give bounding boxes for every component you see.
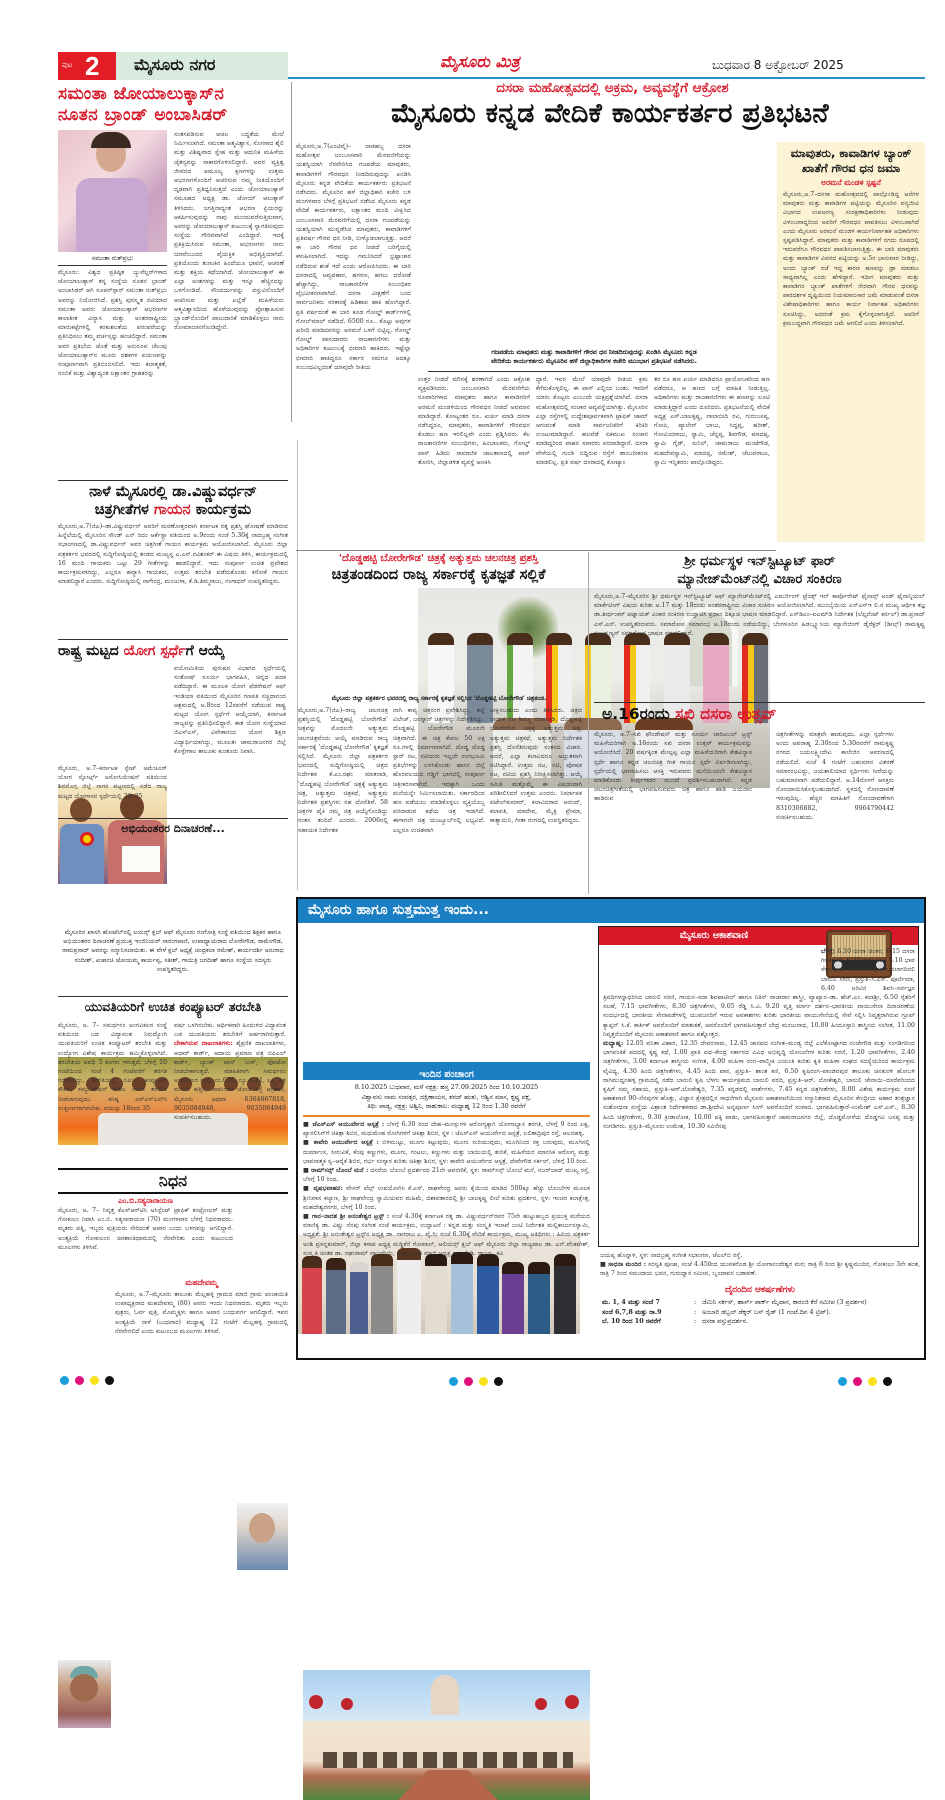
portrait-face xyxy=(249,1513,275,1543)
sakhi-headline: ಅ.16ರಂದು ಸಖಿ ದಸರಾ ಉತ್ಸವ್ xyxy=(602,705,777,723)
computer-headline: ಯುವತಿಯರಿಗೆ ಉಚಿತ ಕಂಪ್ಯೂಟರ್ ತರಬೇತಿ xyxy=(84,999,262,1014)
lead-body-col4: ತರ ರೂ ಹಣ ಖರ್ಚು ಮಾಡಿದರೂ ಪ್ರಾಯೋಜಕರಿಂದ ಹಣ ಪಡೆದರೂ, ಆ ಹಣದ ಬಗ್ಗೆ ಮಾಹಿತಿ ನೀಡುತ್ತಿಲ್ಲ. ಅಧಿಕಾರಿಗಳು ಮತ್ತು ರಾಜಕಾರಣಿಗಳು ಈ ಹಣವನ್ನು ಲೂಟಿ ಮಾಡುತ್ತಿದ್ದಾರೆ ಎಂದು ದೂರಿದರು. ಪ್ರತಿಭಟನೆಯಲ್ಲಿ ವೇದಿಕೆ ಅಧ್ಯಕ್ಷ ಎಸ್.ಬಾಲಕೃಷ್ಣ, ನಾಲಾಬೀದಿ ರವಿ, ಗುರುಬಸಪ್ಪ, ಗೋಪಿ, ಪ್ಯಾಲೇಸ್ ಬಾಬು, ಸಿದ್ದಪ್ಪ, ಹರೀಶ್, ಗೋವಿಂದರಾಜು, ಸ್ವಾಮಿ, ಚೆನ್ನಪ್ಪ, ಶಿವಗೌಡ, ಮಾದಪ್ಪ, ಸ್ವಾಮಿ ಗೈಡ್, ಸುನಿಲ್, ಚಾಮರಾಜು ಮಂಟೆಗೌಡ, ಮಹದೇವಸ್ವಾಮಿ, ಮಾದಪ್ಪ, ರಮೇಶ್, ಚೆಲುವರಾಜು, ಸ್ವಾಮಿ ಇನ್ನಿತರರು ಪಾಲ್ಗೊಂಡಿದ್ದರು. xyxy=(654,376,770,466)
dome-icon xyxy=(341,1698,353,1710)
yoga-body-col1: ಮೈಸೂರು, ಅ.7–ಕರ್ನಾಟಕ ಸ್ಟೇಟ್ ಅಮೆಚೂರ್ ಯೋಗ ಸ್ಪೋರ್ಟ್ಸ್ ಅಸೋಸಿಯೇಷನ್ ವತಿಯಿಂದ ಶಿವಮೊಗ್ಗ ಜಿಲ್ಲೆ ಸಾಗರ ಪಟ್ಟಣದಲ್ಲಿ ನಡೆದ ರಾಜ್ಯ ಮಟ್ಟದ ಯೋಗಾಸನ ಸ್ಪರ್ಧೆಯಲ್ಲಿ 30–35 xyxy=(58,765,167,800)
black-mark-icon xyxy=(883,1377,892,1386)
obituary-name-2: ಮಹದೇವಮ್ಮ xyxy=(185,1278,218,1287)
obituary-body-2: ಮೈಸೂರು, ಅ.7–ಮೈಸೂರು ತಾಲೂಕು ಮೆಲ್ಲಹಳ್ಳಿ ಗ್ರಾಮದ ಮಾಜಿ ಗ್ರಾಮ ಪಂಚಾಯಿತಿ ಉಪಾಧ್ಯಕ್ಷರಾದ ಮಹದೇವಮ್ಮ (80) ಅವರು ಇಂದು ನಿಧನರಾದರು. ಮೃತರು ಇಬ್ಬರು ಪುತ್ರರು, ಓರ್ವ ಪುತ್ರಿ, ಮೊಮ್ಮಕ್ಕಳು ಹಾಗೂ ಅಪಾರ ಬಂಧುವರ್ಗ ಅಗಲಿದ್ದಾರೆ. ಇವರ ಅಂತ್ಯಕ್ರಿಯೆ ನಾಳೆ (ಬುಧವಾರ) ಮಧ್ಯಾಹ್ನ 12 ಗಂಟೆಗೆ ಮೆಲ್ಲಹಳ್ಳಿ ಗ್ರಾಮದಲ್ಲಿ ನೆರವೇರಲಿದೆ ಎಂದು ಕುಟುಂಬದ ಮೂಲಗಳು ತಿಳಿಸಿವೆ. xyxy=(115,1291,288,1335)
panchanga-rule xyxy=(303,1115,590,1117)
obituary-rule-top xyxy=(58,1168,288,1170)
film-headline: ಚಿತ್ರತಂಡದಿಂದ ರಾಜ್ಯ ಸರ್ಕಾರಕ್ಕೆ ಕೃತಜ್ಞತೆ ಸಲ್ಲಿಕೆ xyxy=(331,567,546,583)
samantha-caption: ಸಮಂತಾ ರುತ್‌ಪ್ರಭು xyxy=(91,254,134,262)
daily-row: ಸಂಜೆ 6,7,8 ಮತ್ತು ರಾ.9 : ಅಂಬಾರಿ ಡಬ್ಬಲ್ ಡೆಕ್ಕರ್ ಬಸ್ ರೈಡ್ (1 ಗಂಟೆ.ದಿನ 4 ಟ್ರಿಪ್). xyxy=(602,1307,831,1316)
yoga-body-col2: ವಯೋಮಿತಿಯ ಪುರುಷರ ವಿಭಾಗದ ಸ್ಪರ್ಧೆಯಲ್ಲಿ ಸಂತೋಷ್ ಸೂರ್ಯ ಭಾಗವಹಿಸಿ, ಚಿನ್ನದ ಪದಕ ಪಡೆದಿದ್ದಾರೆ. ಈ ಮೂಲಕ ಯೋಗ ಫೆಡರೇಷನ್ ಆಫ್ ಇಂಡಿಯಾ ವತಿಯಿಂದ ಮೈಸೂರಿನ ಗಣಪತಿ ಸಚ್ಚಿದಾನಂದ ಆಶ್ರಮದಲ್ಲಿ ಅ.8ರಿಂದ 12ರವರೆಗೆ ನಡೆಯುವ ರಾಷ್ಟ್ರ ಮಟ್ಟದ ಯೋಗ ಸ್ಪರ್ಧೆಗೆ ಆಯ್ಕೆಯಾಗಿ, ಕರ್ನಾಟಕ ರಾಜ್ಯವನ್ನು ಪ್ರತಿನಿಧಿಸಲಿದ್ದಾರೆ. ಈತ ಯೋಗ ಸಂಸ್ಥೆಯಾದ ಜಿಎಸ್‌ಎಸ್, ವಿವೇಕಾನಂದ ಯೋಗ ಶಿಕ್ಷಣ ವಿದ್ಯಾರ್ಥಿಯಾಗಿದ್ದು, ಮೂಲತಃ ಚಾಮರಾಜನಗರ ಜಿಲ್ಲೆ ಕೊಳ್ಳೇಗಾಲ ತಾಲೂಕು ಕುಂತೂರು ನಿವಾಸಿ. xyxy=(174,665,286,755)
color-registration-marks xyxy=(838,1377,892,1386)
film-body-col1: ಮೈಸೂರು,ಅ.7(ಜಿಎ)–ರಾಜ್ಯ ಚಲನಚಿತ್ರ ಪ್ರಶಸ್ತಿಯಲ್ಲಿ 'ದೊಡ್ಡಹಟ್ಟಿ ಬೋರೇಗೌಡ' ಚಿತ್ರವನ್ನು ಮೊದಲನೇ ಅತ್ಯುತ್ತಮ ಚಲನಚಿತ್ರವೆಂದು ಆಯ್ಕೆ ಮಾಡಿರುವ ರಾಜ್ಯ ಸರ್ಕಾರಕ್ಕೆ 'ದೊಡ್ಡಹಟ್ಟಿ ಬೋರೇಗೌಡ' ಕೃತಜ್ಞತೆ ಸಲ್ಲಿಸಿದೆ. ಮೈಸೂರು ಜಿಲ್ಲಾ ಪತ್ರಕರ್ತರ ಭವನದಲ್ಲಿ ಸುದ್ದಿಗೋಷ್ಠಿಯಲ್ಲಿ ಚಿತ್ರದ ನಿರ್ದೇಶಕ ಕೆ.ಎಂ.ರಘು ಮಾತನಾಡಿ, 'ದೊಡ್ಡಹಟ್ಟಿ ಬೋರೇಗೌಡ' ಚಿತ್ರಕ್ಕೆ ಅತ್ಯುತ್ತಮ ಚಿತ್ರ, ಅತ್ಯುತ್ತಮ ಚಿತ್ರಕಥೆ, ಅತ್ಯುತ್ತಮ ನಿರ್ದೇಶಕ ಪ್ರಶಸ್ತಿಗಳು ಸಹ ದೊರೆತಿವೆ. 58 ಚಿತ್ರಗಳ ಪೈಕಿ ನಮ್ಮ ಚಿತ್ರ ಆಯ್ಕೆಗೊಂಡಿದ್ದು ಸಂತಸ ತಂದಿದೆ ಎಂದರು. 2006ರಲ್ಲಿ ಸಹಾಯಕ ನಿರ್ದೇಶಕ xyxy=(298,707,388,834)
protest-caption: ಗಜಪಡೆಯ ಮಾವುತರು ಮತ್ತು ಕಾವಾಡಿಗಳಿಗೆ ಗೌರವ ಧನ ನೀಡದಿರುವುದನ್ನು ಖಂಡಿಸಿ ಮೈಸೂರು ಕನ್ನಡ ವೇದಿಕೆಯ ಕಾರ್ಯಕರ್ತರು ಮೈಸೂರಿನ ಹಳೆ ಜಿಲ್ಲಾಧಿಕಾರಿಗಳ ಕಚೇರಿ ಮುಂಭಾಗ ಪ್ರತಿಭಟನೆ ನಡೆಸಿದರು. xyxy=(491,348,697,365)
black-mark-icon xyxy=(494,1377,503,1386)
film-body-col3: ವೀಕ್ಷಿಸಬಹುದು ಎಂದು ತಿಳಿಸಿದರು. ಚಿತ್ರದ ನಾಯಕ ನಟ ಶಿವಣ್ಣ ಮಾತನಾಡಿ, ದೊಡ್ಡಹಟ್ಟಿ ಬೋರೇಗೌಡ ಚಿತ್ರಕ್ಕೆ ಅತ್ಯುತ್ತಮ ಚಿತ್ರ, ಅತ್ಯುತ್ತಮ ಚಿತ್ರಕಥೆ, ಅತ್ಯುತ್ತಮ ನಿರ್ದೇಶಕ ಪ್ರಶಸ್ತಿ ದೊರೆತಿರುವುದು ಸಂತಸದ ವಿಚಾರ. ಆದರೆ, ಎಲ್ಲಾ ಕಲಾವಿದರೂ ಅದ್ಭುತವಾಗಿ ನಟಿಸಿದ್ದಾರೆ. ಉತ್ತಮ ನಟ, ನಟಿ, ಪೋಷಕ ನಟ, ನಟಿಯ ಪ್ರಶಸ್ತಿ ನಿರೀಕ್ಷಿಸಲಾಗಿತ್ತು. ಆಯ್ಕೆ ಸಮಿತಿ ಮತ್ತೊಮ್ಮೆ ಈ ವಿಷಯವಾಗಿ ಪರಿಶೀಲಿಸಿದರೆ ಉತ್ತಮ ಎಂದರು. ನಿರ್ಮಾಪಕ ಪಟೇಲ್‌ಕುಮಾರ್, ಕಲಾವಿದರಾದ ಆನಂದ್, ಕಲಾವತಿ, ಮಾದೇವ, ಮೈತ್ರಿ ಪ್ರೇಮಾ, ಕಾತ್ಯಾಯಿನಿ, ಗೀತಾ ರಂಗದಲ್ಲಿ ಉಪಸ್ಥಿತರಿದ್ದರು. xyxy=(490,707,582,825)
lead-body-col2: ಉತ್ತರ ನೀಡದೆ ಮೌನಕ್ಕೆ ಶರಣಾಗಿದೆ ಎಂದು ಆಕ್ರೋಶ ವ್ಯಕ್ತಪಡಿಸಿದರು. ಜಂಬೂಸವಾರಿ ಮೆರವಣಿಗೆಯ ರೂವಾರಿಗಳಾದ ಮಾವುತರು ಹಾಗೂ ಕಾವಾಡಿಗರಿಗೆ ಅರಮನೆ ಮಂಡಳಿಯಿಂದ ಗೌರವಧನ ನೀಡದೆ ಅವಮಾನ ಮಾಡಿದ್ದಾರೆ. ಕೋಟ್ಯಂತರ ರೂ. ಖರ್ಚು ಮಾಡಿ ದಸರಾ ನಡೆಸಿದ್ದರೂ, ಮಾವುತರು, ಕಾವಾಡಿಗಳಿಗೆ ಗೌರವಧನ ಕೊಡಲು ಹಣ ಇರಲಿಲ್ಲವೇ ಎಂದು ಪ್ರಶ್ನಿಸಿದರು. ಕೆಲ ರಾಜಕಾರಣಿಗಳ ಸಂಬಂಧಿಗಳು, ಹಿಂಬಾಲಕರು, ಗೋಲ್ಡ್ ಪಾಸ್ ಹಿಡಿದು ಸಾಮಾಜಿಕ ಜಾಲತಾಣದಲ್ಲಿ ಪಾಸ್ ತೋರಿಸಿ, ಜಿಲ್ಲಾಡಳಿತ ವ್ಯವಸ್ಥೆ ಅಣಕಿಸಿ xyxy=(418,376,530,466)
sadhana-listing: ಜಯಪ್ಪ ಹೊನ್ನಾಳಿ, ಸ್ಥಳ: ನಾದಬ್ರಹ್ಮ ಸಂಗೀತ ಸಭಾಂಗಣ, ಜೆಎಲ್‌ಬಿ ರಸ್ತೆ. ■ ಸಾಧನಾ ಮಂದಿರ : ಸರಸ್ವತಿ ಪೂಜಾ, ಸಂಜೆ 4.450ಂದ ಯುವಕರೊಡ ಶ್ರೀ ಯೋಗಾನಂದೇಶ್ವರ ಮಠ; ರಾತ್ರಿ 6 ರಿಂದ ಶ್ರೀ ಕೃಷ್ಣಮಂದಿರ, ಗೋಕುಲಂ 3ನೇ ಹಂತ, ರಾತ್ರಿ 7 ರಿಂದ ಸಮುದಾಯ ಭವನ, ಗುರುದ್ವಾರ ಸಮೀಪ, ಬೃಂದಾವನ ಬಡಾವಣೆ. xyxy=(600,1252,920,1278)
event-item: ■ ಕಾವೇರಿ ಆಯುರ್ವೇದ ಆಸ್ಪತ್ರೆ : ಬಿಳಿಮುಟ್ಟು, ಮೂಗು ಕಟ್ಟುವುದು, ಮೂಗು ಸುರಿಯುವುದು, ಮೂಗಿನಿಂದ ರಕ್ತ ಬರುವುದು, ಮೂಗಿನಲ್ಲಿ ದುರ್ಮಾಂಸ, ಸೀನುವಿಕೆ, ಕೆಂಪು ಕಣ್ಣುಗಳು, ಮೂಗು, ಗಂಟಲು, ಕಣ್ಣುಗಳು ಮತ್ತು ಬಾಯಿಯಲ್ಲಿ ತುರಿಕೆ, ಮಹಿಳೆಯರ ಮಾನಸಿಕ ಆರೋಗ್ಯ ಮತ್ತು ಭಾವನಾತ್ಮಕ ಸ್ವ–ಆರೈಕೆ ಶಿಬಿರ, ಗರ್ಭ ಸಂಸ್ಕಾರ ಕುರಿತು ಚಿಕಿತ್ಸಾ ಶಿಬಿರ, ಸ್ಥಳ: ಕಾವೇರಿ ಆಯುರ್ವೇದ ಆಸ್ಪತ್ರೆ, ದೇವೇಗೌಡ ಸರ್ಕಲ್, ಬೆಳಗ್ಗೆ 10 ರಿಂದ. xyxy=(303,1139,590,1165)
section-rule xyxy=(58,818,288,819)
vishnu-body: ಮೈಸೂರು,ಅ.7(ಜಿಎ)–ಡಾ.ವಿಷ್ಣುವರ್ಧನ್ ಅವರಿಗೆ ಮರಣೋತ್ತರವಾಗಿ ಕರ್ನಾಟಕ ರತ್ನ ಪ್ರಶಸ್ತಿ ಘೋಷಣೆ ಮಾಡಿರುವ ಹಿನ್ನೆಲೆಯಲ್ಲಿ ಮೈಸೂರಿನ ಸೌಂಡ್ ಎನ್ ರಿದಂ ಆರ್ಕೆಸ್ಟ್ರಾ ವತಿಯಿಂದ ಅ.9ರಂದು ಸಂಜೆ 5.30ಕ್ಕೆ ನಾದಬ್ರಹ್ಮ ಸಂಗೀತ ಸಭಾಂಗಣದಲ್ಲಿ ಡಾ.ವಿಷ್ಣುವರ್ಧನ್ ಅವರ ಚಿತ್ರಗೀತೆ ಗಾಯನ ಕಾರ್ಯಕ್ರಮ ಆಯೋಜಿಸಲಾಗಿದೆ. ಮೈಸೂರು ಜಿಲ್ಲಾ ಪತ್ರಕರ್ತರ ಭವನದಲ್ಲಿ ಸುದ್ದಿಗೋಷ್ಠಿಯಲ್ಲಿ ತಂಡದ ಮುಖ್ಯಸ್ಥ ಎ.ಎಸ್.ರವಿಶಂಕರ್ ಈ ವಿಷಯ ತಿಳಿಸಿ, ಕಾರ್ಯಕ್ರಮದಲ್ಲಿ 16 ಮಂದಿ ಗಾಯಕರು ಒಟ್ಟು 29 ಗೀತೆಗಳನ್ನು ಹಾಡಲಿದ್ದಾರೆ. ಇದು ಸಂಪೂರ್ಣ ಉಚಿತ ಪ್ರವೇಶದ ಕಾರ್ಯಕ್ರಮವಾಗಿದ್ದು, ಎಲ್ಲರೂ ಹವ್ಯಾಸಿ ಗಾಯಕರು, ಉತ್ತಮ ತರಬೇತಿ ಪಡೆದುಕೊಂಡು ಕರೋಕೆ ಗಾಯನ ಮಾಡಲಿದ್ದಾರೆ ಎಂದರು. ಸುದ್ದಿಗೋಷ್ಠಿಯಲ್ಲಿ ನಾಗೇಂದ್ರ, ಮಂಜುಳಾ, ಕೆ.ಡಿ.ತಿಮ್ಮರಾಜು, ಗಂಗಾಧರ್ ಉಪಸ್ಥಿತರಿದ್ದರು. xyxy=(58,523,288,586)
obituary-rule-bottom xyxy=(58,1192,288,1194)
dateline: ಬುಧವಾರ 8 ಅಕ್ಟೋಬರ್ 2025 xyxy=(712,58,844,72)
portrait-face xyxy=(70,1674,98,1702)
radio-schedule: ಬೆಳಗ್ಗೆ: 6.10 ದಸರಾ ಚಿಂತನ, 6.15 ದಸರಾ ಗೀತಾಂಜಲಿ, 6.35 ಮತ್ತು ಸಂಜೆ 6.10 ಭಾವ ಸೇತು ಭಾವ ಬದಲಾದರು ಭಾವ ಬದಲಾಗದಿರಲಿ ಬಾನುಲಿ ಸರಣಿ, ಪ್ರಸ್ತುತಿ–ಸಿ.ಎಸ್. ಪೂರ್ಣಿಮಾ, 6.40 ಅರಿವಿನ ಶಿವಸಿ–ಸರ್ವಜ್ಞನ ತ್ರಿಪದಿಗಳನ್ನಾಧರಿಸಿದ ಬಾನುಲಿ ಸರಣಿ, ಗಾಯನ–ಸದಾ ಶಿವಪಾಟೀಲ್ ಹಾಗೂ ನಿತಿನ್ ರಾಜಾರಾಂ ಶಾಸ್ತ್ರೀ, ವ್ಯಾಖ್ಯಾನ–ಡಾ. ಹೆಚ್.ಎಂ. ಕಲಾಶ್ರೀ, 6.50 ರೈತರಿಗೆ ಸಲಹೆ, 7.15 ಭಾವಗೀತೆಗಳು, 8.30 ಚಿತ್ರಗೀತೆಗಳು, 9.05 ರೆಡ್ಡಿ ಸಿ.ವಿ. 9.20 ವೃತ್ತಿ ಮಾರ್ಗ ದರ್ಶನ–ಭಾರತೀಯ ವಾಯುಸೇನಾ ದಿನಾಚರಣೆಯ ಸಂದರ್ಭದಲ್ಲಿ ಭಾರತೀಯ ಸೇನಾಪಡೆಗಳಲ್ಲಿ ಯುವಜನರಿಗೆ ಇರುವ ಅವಕಾಶಗಳು ಕುರಿತು ಭಾರತೀಯ ವಾಯುಸೇನೆಯಲ್ಲಿ ಸೇವೆ ಸಲ್ಲಿಸಿ ನಿವೃತ್ತರಾಗಿರುವ ಗ್ರೂಪ್ ಕ್ಯಾಪ್ಟನ್ ಸಿ.ಕೆ. ಕಾರ್ತಿಕ್ ಅವರೊಂದಿಗೆ ಮಾತುಕತೆ, ಅವರೊಂದಿಗೆ ಭಾಗವಹಿಸುತ್ತಾರೆ ಬೇದ್ರ ಮಂಜುನಾಥ, 10.00 ಹಿಂದೂಸ್ತಾನಿ ಶಾಸ್ತ್ರೀಯ ಸಂಗೀತ, 11.00 ನಿವೃತ್ತರೊಂದಿಗೆ ಮೈಸೂರು ಆಕಾಶವಾಣಿ ಹಾಗೂ ಪಶ್ನೋತ್ತರ. ಮಧ್ಯಾಹ್ನ: 12.05 ವನಿತಾ ವಿಹಾರ, 12.35 ದೇವರನಾಮ, 12.45 ಜಾನಪದ ಸಂಗೀತ–ಮಂಡ್ಯ ಜಿಲ್ಲೆ ಎಲೆಕೋಟ್ಟಾಗದ ನಂಜೇಗೌಡ ಮತ್ತು ಸಂಗಡಿಗರಿಂದ ಭಾಗವಂತಿಕೆ ಪದದಲ್ಲಿ ಕೃಷ್ಣ ಕಥೆ, 1.00 ಪ್ರಾತಿ ಪಥ–ಕೇಂದ್ರ ಸರ್ಕಾರದ ವಿವಿಧ ಅಭಿವೃದ್ಧಿ ಯೋಜನೆಗಳ ಕುರಿತು ಸರಣಿ, 1.20 ಭಾವಗೀತೆಗಳು, 2.40 ಚಿತ್ರಗೀತೆಗಳು, 3.00 ಕರ್ನಾಟಕ ಶಾಸ್ತ್ರೀಯ ಸಂಗೀತ, 4.00 ಮಹಿಳಾ ರಂಗ–ವಾಲ್ಮೀಕಿ ಜಯಂತಿ ಕುರಿತು ಕೃತಿ ಮಹಿಳಾ ಸಂಘದ ಸದಸ್ಯೆಯರಿಂದ ಕಾರ್ಯಕ್ರಮ ವೈವಿಧ್ಯ, 4.30 ಹಿಂದಿ ಚಿತ್ರಗೀತೆಗಳು, 4.45 ಹಿಂದಿ ಪಾಠ, ಪ್ರಸ್ತುತಿ– ಶಾಂತ ಕಣಿ, 6.50 ಕೃಷಿರಂಗ–ಪಾಂಡವಪುರ ತಾಲೂಕು ಚಿನಕುರಳಿ ಹೋಬಳಿ ರಾಗಿಮುದ್ದನಹಳ್ಳಿ ಗ್ರಾಮದಲ್ಲಿ ನಡೆದ ಬಾನುಲಿ ಕೃಷಿ ಬೆಳಗು ಕಾರ್ಯಕ್ರಮದ ಬಾನುಲಿ ವರದಿ, ಪ್ರಸ್ತುತಿ–ಆರ್. ಲೋಕೇಶ್ವರಿ, ಬಾನುಲಿ ಜೇನಾಯಿ–ದಸರೆವರಿಂದದ ಕೃಷಿಗೆ ನಮ್ಮ ಸಹಾಯ, ಪ್ರಸ್ತುತಿ–ಆರ್.ಲೋಕೇಶ್ವರಿ, 7.35 ಕನ್ನಡದಲ್ಲಿ ವಾರ್ತೆಗಳು, 7.45 ಕನ್ನಡ ಚಿತ್ರಗೀತೆಗಳು, 8.00 ವಿಶೇಷ ಕಾರ್ಯಕ್ರಮ ಸರಣಿ ಆಕಾಶವಾಣಿ 90–ನೆನಪುಗಳ ಹೊತ್ತು, ವಿಜ್ಞಾನ ಕ್ಷೇತ್ರದಲ್ಲಿನ ಸಾಧನೆಗಾಗಿ ಮೈಸೂರು ಆಕಾಶವಾಣಿಯಿಂದ ಸನ್ಮಾನಿತರಾದ ಮೈಸೂರಿನ ಕೇಂದ್ರೀಯ ಆಹಾರ ತಂತ್ರಜ್ಞಾನ ಸಂಶೋಧನಾ ಸಂಸ್ಥೆಯ ವಿಶ್ರಾಂತ ನಿರ್ದೇಶಕರಾದ ಡಾ.ಶ್ರೀದೇವಿ ಅನ್ನಪೂರ್ಣ ಸಿಂಗ್ ಅವರೊಂದಿಗೆ ಸಂವಾದ. ಭಾಗವಹಿಸುತ್ತಾರೆ–ಉಮೇಶ್ ಎಸ್.ಎಸ್., 8.30 ಹಿಂದಿ ಚಿತ್ರಗೀತೆಗಳು, 9.30 ಕ್ರೀಡಾಲೋಕ, 10.00 ಪಕ್ಕಿ ಪಾಡು, ಭಾಗವಹಿಸುತ್ತಾರೆ ಚಾಮರಾಜನಗರ ಜಿಲ್ಲೆ, ದೊಡ್ಡಮೋಳೆಯ ದೊಡ್ಡಗವಿ ಬಸಪ್ಪ ಮತ್ತು ಸಂಗಡಿಗರು. ಪ್ರಸ್ತುತಿ–ಮೈಸೂರು ಉಮೇಶ, 10.30 ಸವಿನೆನಪು xyxy=(603,948,915,1130)
masthead-rule xyxy=(288,77,925,79)
section-rule xyxy=(58,639,288,640)
dome-icon xyxy=(535,1698,547,1710)
page-number-badge xyxy=(58,52,116,80)
lead-body-col1: ಮೈಸೂರು,ಅ.7(ಎಂಟಿವೈ)– ನಾಡಹಬ್ಬ ದಸರಾ ಮಹೋತ್ಸವ ಜಂಬೂಸವಾರಿ ಮೆರವಣಿಗೆಯನ್ನು ಯಶಸ್ವಿಯಾಗಿ ನೆರವೇರಿಸಿದ ಗಜಪಡೆಯ ಮಾವುತರು, ಕಾವಾಡಿಗಳಿಗೆ ಗೌರವಧನ ನೀಡದಿರುವುದನ್ನು ಖಂಡಿಸಿ ಮೈಸೂರು ಕನ್ನಡ ವೇದಿಕೆಯ ಕಾರ್ಯಕರ್ತರು ಪ್ರತಿಭಟನೆ ನಡೆಸಿದರು. ಮೈಸೂರಿನ ಹಳೆ ಜಿಲ್ಲಾಧಿಕಾರಿ ಕಚೇರಿ ಬಳಿ ಮಂಗಳವಾರ ಬೆಳಗ್ಗೆ ಪ್ರತಿಭಟನೆ ನಡೆಸಿದ ಮೈಸೂರು ಕನ್ನಡ ವೇದಿಕೆ ಕಾರ್ಯಕರ್ತರು, ಲಕ್ಷಾಂತರ ಮಂದಿ ವೀಕ್ಷಿಸಿದ ಜಂಬೂಸವಾರಿ ಮೆರವಣಿಗೆಯಲ್ಲಿ ದಸರಾ ಗಜಪಡೆಯನ್ನು ಯಶಸ್ವಿಯಾಗಿ ಮುನ್ನಡೆಸಿದ ಮಾವುತರು, ಕಾವಾಡಿಗಳಿಗೆ ಪ್ರತಿವರ್ಷ ಗೌರವ ಧನ ನೀಡಿ, ಬೀಳ್ಕೊಡಲಾಗುತ್ತಿತ್ತು. ಆದರೆ ಈ ಬಾರಿ ಗೌರವ ಧನ ನೀಡದೆ ಬರಿಗೈಯಲ್ಲಿ ಕಳುಹಿಸಲಾಗಿದೆ. ಇದನ್ನು ಗಮನಿಸಿದರೆ ಭ್ರಷ್ಟಾಚಾರ ನಡೆದಿರುವ ಶಂಕೆ ಇದೆ ಎಂದು ಆರೋಪಿಸಿದರು. ಈ ಬಾರಿ ದಸರಾದಲ್ಲಿ ಅವ್ಯವಹಾರ, ಹಗರಣ, ಹಗಲು ದರೋಡೆ ಹೆಚ್ಚಾಗಿದ್ದು, ರಾಜಕಾರಣಿಗಳ ಸಂಬಂಧಿಕರ ವೈಭವೀಕರಣವಾಗಿದೆ. ದಸರಾ ವೀಕ್ಷಣೆಗೆ ಬಂದ ಸಾರ್ವಜನಿಕರು ಸರಕಾರಕ್ಕೆ ಹಿಡಿಶಾಪ ಹಾಕಿ ಹೋಗಿದ್ದಾರೆ. ಪ್ರತಿ ವರ್ಷದಂತೆ ಈ ಬಾರಿ ಕೂಡ ಗೋಲ್ಡ್ ಕಾರ್ಡ್‌ಗಳಲ್ಲಿ ಗೋಲ್‌ಮಾಲ್ ನಡೆದಿದೆ. 6500 ರೂ.. ಕೊಟ್ಟು ಅವುಗಳ ಖರೀದಿ ಮಾಡಿದವರನ್ನು ಅರಮನೆ ಒಳಗೆ ಬಿಟ್ಟಿಲ್ಲ. ರೋಲ್ಡ್ ಗೋಲ್ಡ್ ಪಾಸುದಾರರು ರಾಜಕಾರಣಿಗಳು ಮತ್ತು ಅಧಿಕಾರಿಗಳ ಕುಟುಂಬಕ್ಕೆ ಛೀಮಾರಿ ಹಾಕಿದರು. ಇಷ್ಟೆಲ್ಲಾ ಛೀಮಾರಿ ಹಾಕಿದ್ದರೂ ಸರ್ಕಾರ ನಮಗೂ ಅದಕ್ಕೂ ಸಂಬಂಧವಿಲ್ಲದಂತೆ ಯಾವುದೇ ರೀತಿಯ xyxy=(296,143,411,371)
today-title: ಮೈಸೂರು ಹಾಗೂ ಸುತ್ತಮುತ್ತ ಇಂದು... xyxy=(308,902,489,918)
palace-path xyxy=(398,1770,498,1800)
obituary-title: ನಿಧನ xyxy=(158,1171,188,1190)
events-list xyxy=(303,1120,590,1360)
lead-body-col3: ದ್ದಾರೆ. ಇವರ ಮೇಲೆ ಯಾವುದೇ ರೀತಿಯ ಕ್ರಮ ಕೆಗೆದುಕೊಳ್ಳಲಿಲ್ಲ. ಈ ಪಾಸ್ ಎಲ್ಲಿಂದ ಬಂತು. ಇವರಿಗೆ ಯಾರು ಕೊಟ್ಟರು ಎಂಬುದೇ ಯಕ್ಷಪ್ರಶ್ನೆಯಾಗಿದೆ. ದಸರಾ ಮಹೋತ್ಸವದಲ್ಲಿ ಸಂಚಾರ ಅವ್ಯವಸ್ಥೆಯಾಗಿತ್ತು. ಮೈಸೂರಿನ ಎಲ್ಲಾ ರಸ್ತೆಗಳಲ್ಲಿ ಉದ್ದೇಶಪೂರ್ವಕವಾಗಿ ಟ್ರಾಫಿಕ್ ಜಾಮ್ ಆಗುವಂತೆ ಮಾಡಿ ಸಾರ್ವಜನಿಕರಿಗೆ ಕಿರಿಕಿರಿ ಉಂಟುಮಾಡಿದ್ದಾರೆ. ಹಲವೆಡೆ ಏಕಮುಖ ಸಂಚಾರ ಮಾಡಿದ್ದರಿಂದ ವಾಹನ ಸವಾರರು ಪರದಾಡಿದ್ದಾರೆ. ದಸರಾ ವೇಳೆಯಲ್ಲಿ ಗುಂಡಿ ಬಿದ್ದಿರುವ ರಸ್ತೆಗೆ ಡಾಂಬರೀಕರಣ ಮಾಡಲಿಲ್ಲ. ಪ್ರತಿ ವರ್ಷ ದಸರಾದಲ್ಲಿ ಕೋಟ್ಯಾಂ xyxy=(536,376,648,466)
magenta-mark-icon xyxy=(75,1376,84,1385)
obituary-name-1: ಎಂ.ಬಿ.ಸತ್ಯನಾರಾಯಣ xyxy=(118,1196,173,1205)
color-registration-marks xyxy=(60,1376,114,1385)
sakhi-body-col1: ಮೈಸೂರು, ಅ.7–ಸಖಿ ಫೌಂಡೇಷನ್ ಮತ್ತು ಸೂರ್ಯ ಚಾರಿಟಬಲ್ ಟ್ರಸ್ಟ್ ಮಹಿಳೆಯರಿಗಾಗಿ ಅ.16ರಂದು ಸಖಿ ದಸರಾ ಉತ್ಸವ್ ಕಾರ್ಯಕ್ರಮವನ್ನು ಆಯೋಜಿಸಿದೆ. 20 ವರ್ಷಕ್ಕಿಂತ ಮೇಲ್ಪಟ್ಟ ಎಲ್ಲಾ ಮಹಿಳೆಯರಿಗಾಗಿ ಕೇಶವಿನ್ಯಾಸ ಸ್ಪರ್ಧೆ ಹಾಗೂ ಕನ್ನಡ ಚಲನಚಿತ್ರ ಗೀತ ಗಾಯನ ಸ್ಪರ್ಧೆ ಏರ್ಪಡಿಸಲಾಗಿದ್ದು, ಸ್ಪರ್ಧೆಯಲ್ಲಿ ಭಾಗವಹಿಸಲು ಆಸಕ್ತಿ ಇರುವವರು ಮನೆಯಿಂದಲೇ ಕೇಶವಿನ್ಯಾಸ ಮಾಡಿಕೊಂಡು ತೀರ್ಪುಗಾರರ ಮುಂದೆ ಪ್ರದರ್ಶಿಸಬಹುದಾಗಿದೆ. ಕನ್ನಡ ಚಲನಚಿತ್ರಗೀತೆಯಲ್ಲಿ ಭಾಗವಹಿಸುವವರು ಚಿತ್ರ ಹಾಗೂ ಹಾಡಿ ಜಯದಾಂ ಹಾಡಿರುವ xyxy=(594,731,752,803)
palace-photo xyxy=(303,1670,590,1800)
mahouts-subhead: ಅರಮನೆ ಮಂಡಳಿ ಸ್ಪಷ್ಟನೆ xyxy=(821,178,881,187)
yellow-mark-icon xyxy=(90,1376,99,1385)
samantha-body-col2: ಸಂತಸಪಡಿಸುವ ಆಚಲ ಬದ್ಧತೆಯ ಮೇಲೆ ನಿರ್ಮಿಸಲಾಗಿದೆ. ಸಮಂತಾ ಆತ್ಮವಿಶ್ವಾಸ, ಸೊಗಸಾದ ಶೈಲಿ ಮತ್ತು ವಿಶಿಷ್ಟವಾದ ಸ್ನೇಹ ಮತ್ತು ಆಧುನಿಕ ಮಹಿಳೆಯ ಚೈತನ್ಯವನ್ನು ಸಾಕಾರಗೊಳಿಸಲಿದ್ದಾರೆ. ಅವರ ವ್ಯಕ್ತಿತ್ವ ಜೀವನದ ಅಮೂಲ್ಯ ಕ್ಷಣಗಳನ್ನು ಉತ್ತಮ ಆಭರಣಗಳೊಂದಿಗೆ ಆಚರಿಸುವ ನಮ್ಮ ನೀತಿಯೊಂದಿಗೆ ದೃಢವಾಗಿ ಪ್ರತಿಧ್ವನಿಸುತ್ತದೆ ಎಂದು ಜೋಯಾಲುಕ್ಕಾಸ್ ಸಮೂಹದ ಅಧ್ಯಕ್ಷ ಡಾ. ಜೋಯ್ ಆಲುಕ್ಕಾಸ್ ತಿಳಿಸಿದರು. ಜಗತ್ತಿನಾದ್ಯಂತ ಆಭರಣ ಪ್ರಿಯರನ್ನು ಆಕರ್ಷಿಸುವುದನ್ನು ನಾವು ಮುಂದುವರೆಸುತ್ತಿರುವಾಗ, ಅವರನ್ನು ಜೋಯಾಲುಕ್ಕಾಸ್ ಕುಟುಂಬಕ್ಕೆ ಸ್ವಾಗತಿಸುವುದು ಸಂಸ್ಥೆಯ ಗೌರವವಾಗಿದೆ ಎಂದಿದ್ದಾರೆ. ಇದಕ್ಕೆ ಪ್ರತಿಕ್ರಿಯಿಸಿರುವ ಸಮಂತಾ, ಆಭರಣಗಳು ನಾನು ಯಾರೆಂಬುದರ ವೈಯಕ್ತಿಕ ಅಭಿವ್ಯಕ್ತಿಯಾಗಿದೆ. ಪ್ರತಿಯೊಂದು ತುಣುಕಿನ ಹಿಂದೆಯೂ ಭಾವನೆ, ಆಚರಣೆ ಮತ್ತು ಶಕ್ತಿಯ ಕಥೆಯಾಗಿದೆ. ಜೋಯಾಲುಕ್ಕಾಸ್ ಈ ಎಲ್ಲಾ ಅಂಶಗಳನ್ನು ಮತ್ತು ಇನ್ನೂ ಹೆಚ್ಚಿನದನ್ನು ಒಳಗೊಂಡಿದೆ. ಸೌಂದರ್ಯವನ್ನು ವಸ್ತುವಿನೊಂದಿಗೆ ಆಚರಿಸುವ ಮತ್ತು ಎಲ್ಲೆಡೆ ಮಹಿಳೆಯರು ಆತ್ಮವಿಶ್ವಾಸದಿಂದ ಹೊಳೆಯುವುದನ್ನು ಪ್ರೋತ್ಸಾಹಿಸುವ ಬ್ರ್ಯಾಂಡ್‌ನೊಂದಿಗೆ ಪಾಲುದಾರಿಕೆ ಮಾಡಿಕೊಳ್ಳಲು ನಾನು ರೋಮಾಂಚನಗೊಂಡಿದ್ದೇನೆ. xyxy=(174,131,284,332)
samantha-body-col1: ಮೈಸೂರು: ವಿಶ್ವದ ಪ್ರತಿಷ್ಠಿತ ಜ್ಯುವೆಲ್ಲರ್‌ಗಳಾದ ಜೋಯಾಲುಕ್ಕಾಸ್ ತನ್ನ ಸಂಸ್ಥೆಯ ನೂತನ ಬ್ರಾಂಡ್ ಅಂಬಾಸಿಡರ್ ಆಗಿ ಸೂಪರ್‌ಸ್ಟಾರ್ ಸಮಂತಾ ರುತ್‌ಪ್ರಭು ಅವರನ್ನು ನಿಯೋಜಿಸಿದೆ. ಪ್ರಶಸ್ತಿ ಪುರಸ್ಕೃತ ನಟಿಯಾದ ಸಮಂತಾ ಅವರು ಜೋಯಾಲುಕ್ಕಾಸ್ ಆಭರಣಗಳ ಕಾಲಾತೀತ ವಿನ್ಯಾಸ ಮತ್ತು ಅಂತರರಾಷ್ಟ್ರೀಯ ಮಾರುಕಟ್ಟೆಗಳಲ್ಲಿ ಕರಕುಶಲತೆಯ ಪರಂಪರೆಯನ್ನು ಪ್ರತಿನಿಧಿಸಲು ತಮ್ಮ ವರ್ಚಸ್ಸನ್ನು ಹಂಚಲಿದ್ದಾರೆ. ಸಮಂತಾ ಅವರ ಪ್ರತಿಭೆಯ ಜೊತೆ ಮತ್ತು ಅನುರೂಪ ಚೆಲುವು ಜೋಯಾಲುಕ್ಕಾಸ್‌ನ ಮೂರು ದಶಕಗಳ ಪಯಣವನ್ನು ಸಂಪೂರ್ಣವಾಗಿ ಪ್ರತಿಬಿಂಬಿಸಲಿದೆ. ಇದು ಕಲಾತ್ಮಕತೆ, ನಂಬಿಕೆ ಮತ್ತು ವಿಶ್ವಾದ್ಯಂತ ಲಕ್ಷಾಂತರ ಗ್ರಾಹಕರನ್ನು xyxy=(58,269,167,378)
newspaper-brand: ಮೈಸೂರು ಮಿತ್ರ xyxy=(440,52,520,71)
radio-title: ಮೈಸೂರು ಆಕಾಶವಾಣಿ xyxy=(679,930,749,941)
section-header xyxy=(116,52,288,80)
column-divider xyxy=(291,82,292,422)
samantha-headline: ಸಮಂತಾ ಜೋಯಾಲುಕ್ಕಾಸ್‌ನ ನೂತನ ಬ್ರಾಂಡ್ ಅಂಬಾಸಿಡರ್ xyxy=(58,84,228,125)
computer-body-col1: ಮೈಸೂರು, ಅ. 7– ಸಮರ್ಥನಂ ಅಂಗವಿಕಲರ ಸಂಸ್ಥೆ ವತಿಯಿಂದ ಬಡ ವಿದ್ಯಾವಂತ ನಿರುದ್ಯೋಗಿ ಯುವತಿಯರಿಗೆ ಉಚಿತ ಕಂಪ್ಯೂಟರ್ ತರಬೇತಿ ಮತ್ತು ಉದ್ಯೋಗ ವಿಶೇಷ ಕಾರ್ಯಕ್ರಮ ಹಮ್ಮಿಕೊಳ್ಳಲಾಗಿದೆ. ತರಬೇತಿಯ ಅವಧಿ 3 ತಿಂಗಳು ಇರುತ್ತದೆ. ಬೆಳಗ್ಗೆ 10 ಗಂಟೆಯಿಂದ ಸಂಜೆ 4 ಗಂಟೆವರೆಗೆ ತರಗತಿ ನಡೆಯಲಿದ್ದು, ತರಗತಿಯಲ್ಲಿ ಬಿಪಿಒ, ಕಂಪ್ಯೂಟರ್ ಕೌಶಲ, ಕಮ್ಯುನಿಕೇಷನ್ ಕೌಶಲ ಉಚಿತ ತರಬೇತಿ ನೀಡಲಾಗುವುದು. ಕನಿಷ್ಠ ಎಸ್‌ಎಸ್‌ಎಲ್‌ಸಿ ಉತ್ತೀರ್ಣರಾಗಿರಬೇಕು. ವಯಸ್ಸು 18ರಿಂದ 35 xyxy=(58,1022,167,1112)
daily-attractions-table xyxy=(602,1298,920,1327)
mahouts-body: ಮೈಸೂರು,ಅ.7–ದಸರಾ ಮಹೋತ್ಸವದಲ್ಲಿ ಪಾಲ್ಗೊಂಡಿದ್ದ ಆನೆಗಳ ಮಾವುತರು ಮತ್ತು ಕಾವಾಡಿಗಳ ಪಟ್ಟಿಯನ್ನು ಮೈಸೂರಿನ ವನ್ಯಜೀವಿ ವಿಭಾಗದ ಉಪಅರಣ್ಯ ಸಂರಕ್ಷಣಾಧಿಕಾರಿಗಳು ನೀಡುವುದು ವಿಳಂಬವಾದ್ದರಿಂದ ಅವರಿಗೆ ಗೌರವಧನ ಪಾವತಿಸಲು ವಿಳಂಬವಾಗಿದೆ ಎಂದು ಮೈಸೂರು ಅರಮನೆ ಮಂಡಳಿ ಕಾರ್ಯನಿರ್ವಾಹಕ ಅಧಿಕಾರಿಗಳು ಸ್ಪಷ್ಟಪಡಿಸಿದ್ದಾರೆ. ಮಾವುತರು ಮತ್ತು ಕಾವಾಡಿಗಳಿಗೆ ನಗದು ರೂಪದಲ್ಲಿ ಇದುವರೆಗೂ ಗೌರವಧನ ಪಾವತಿಸಲಾಗುತ್ತಿತ್ತು. ಈ ಬಾರಿ ಮಾವುತರು ಮತ್ತು ಕಾವಾಡಿಗಳ ವಿವರದ ಪಟ್ಟಿಯನ್ನು ಅ.5ರ ಭಾನುವಾರ ನೀಡಿದ್ದು, ಅಂದು ಬ್ಯಾಂಕ್ ರಜೆ ಇದ್ದ ಕಾರಣ ಹಣವನ್ನು ಡ್ರಾ ಮಾಡಲು ಸಾಧ್ಯವಾಗಿಲ್ಲ ಎಂದು ಹೇಳಿದ್ದಾರೆ. ಇದೀಗ ಮಾವುತರು ಮತ್ತು ಕಾವಾಡಿಗರ ಬ್ಯಾಂಕ್ ಖಾತೆಗಳಿಗೆ ನೇರವಾಗಿ ಗೌರವ ಧನವನ್ನು ಪಾರದರ್ಶಕ ದೃಷ್ಟಿಯಿಂದ ನಿಯಮಾನುಸಾರ ಜಮೆ ಮಾಡುವಂತೆ ದಸರಾ ವಿಶೇಷಾಧಿಕಾರಿಗಳು ಹಾಗೂ ಕಾರ್ಯ ನಿರ್ವಾಹಕ ಅಧಿಕಾರಿಗಳು ಸೂಚಿಸಿದ್ದು, ಅದರಂತೆ ಕ್ರಮ ಕೈಗೊಳ್ಳಲಾಗುತ್ತಿದೆ. ಅವರಿಗೆ ಕ್ರಮಬದ್ಧವಾಗಿ ಗೌರವಧನ ಜಮೆ ಆಗಲಿದೆ ಎಂದು ತಿಳಿಸಲಾಗಿದೆ. xyxy=(783,191,919,327)
computer-body-col2: ವರ್ಷ ಒಳಗಿರಬೇಕು. ಆರ್ಥಿಕವಾಗಿ ಹಿಂದುಳಿದ ವಿದ್ಯಾವಂತ ಬಡ ಯುವತಿಯರು ತರಬೇತಿಗೆ ಅರ್ಹರಾಗಿರುತ್ತಾರೆ. ಬೇಕಾಗಿರುವ ದಾಖಲಾತಿಗಳು: ಶೈಕ್ಷಣಿಕ ದಾಖಲಾತಿಗಳು, ಆಧಾರ್ ಕಾರ್ಡ್, ಆದಾಯ ಪ್ರಮಾಣ ಪತ್ರ ಬಿಪಿಎಲ್ ಕಾರ್ಡ್, ಬ್ಯಾಂಕ್ ಪಾಸ್ ಬುಕ್, ಫೋಟೋ ನೀಡಬೇಕಾಗುತ್ತದೆ. ಮಾಹಿತಿಗಾಗಿ ಸಮರ್ಥನಂ ಅಂಗವಿಕಲರ ಸಂಸ್ಥೆ, ನಂ.676, ನ್ಯೂ ಕೆ–21, ಲಕ್ಷ್ಮಿ ಚಿತ್ರ ಮಂದಿರ ಹತ್ತಿರ, ಚಾಮರಾಜ ಜೋಡಿ ರಸ್ತೆ ಆಗ್ರಹಾರ, ಮೈಸೂರು ಅಥವಾ 6364867818, 9035084948, 9035084949 ಸಂಪರ್ಕಿಸಬಹುದು. xyxy=(174,1022,286,1122)
cyan-mark-icon xyxy=(449,1377,458,1386)
event-item: ■ ವೃಷಭವಾಹನ: ವೇಸರ್ ಪೆಲ್ಸ್ ಉಪಯೋಗಿಸಿ ಕೆ.ಎಸ್. ರಾಘವೇಂದ್ರ ಅವರು ಕೈಯಿಂದ ಮಾಡಿದ 500ಕ್ಕೂ ಹೆಚ್ಚು ಬೊಂಬೆಗಳ ಮೂಲಕ ಶ್ರೀನಿವಾಸ ಕಲ್ಯಾಣ, ಶ್ರೀ ರಾಘವೇಂದ್ರ ಸ್ವಾಮಿಯವರ ಮಹಿಮೆ, ದಶಾವತಾರದಲ್ಲಿ ಶ್ರೀ ಬಾಲಕೃಷ್ಣ ಲೀಲೆ ಕುರಿತು ಪ್ರದರ್ಶನ, ಸ್ಥಳ: ಇಂಚರ ಕಲಾಕ್ಷೇತ್ರ, ಮಹದೇಶ್ವರನಗರ, ಬೆಳಗ್ಗೆ 10 ರಿಂದ. xyxy=(303,1185,590,1211)
page-number: 2 xyxy=(85,51,100,81)
daily-row: ಬೆ. 10 ರಿಂದ 10 ರವರೆಗೆ : ದಸರಾ ವಸ್ತುಪ್ರದರ್ಶನ. xyxy=(602,1317,749,1325)
obituary-photo-1 xyxy=(237,1503,288,1570)
event-item: ■ ರಾಮ್‌ಸನ್ಸ್ ಬೊಂಬೆ ಮನೆ : ದಸರೆಯ ಬೊಂಬೆ ಪ್ರದರ್ಶನದ 21ನೇ ಆವರಣಿಕೆ, ಸ್ಥಳ: ರಾಮ್‌ಸನ್ಸ್ ಬೊಂಬೆ ಮನೆ, ನಜರ್‌ಬಾದ್ ಮುಖ್ಯ ರಸ್ತೆ, ಬೆಳಗ್ಗೆ 10 ರಿಂದ. xyxy=(303,1167,590,1184)
dome-icon xyxy=(565,1695,579,1709)
cyan-mark-icon xyxy=(60,1376,69,1385)
daily-attractions-title: ದೈನಂದಿನ ಆಕರ್ಷಣೆಗಳು xyxy=(725,1285,795,1295)
seminar-headline: ಶ್ರೀ ಧರ್ಮಸ್ಥಳ ಇನ್‌ಸ್ಟಿಟ್ಯೂಟ್ ಫಾರ್ ಮ್ಯಾನೇಜ್‌ಮೆಂಟ್‌ನಲ್ಲಿ ವಿಚಾರ ಸಂಕಿರಣ xyxy=(677,554,842,587)
section-title: ಮೈಸೂರು ನಗರ xyxy=(134,55,216,74)
cyan-mark-icon xyxy=(838,1377,847,1386)
obituary-body-1: ಮೈಸೂರು, ಅ. 7– ನಿವೃತ್ತ ಕೆಎಸ್‌ಆರ್‌ಟಿಸಿ ಅಸಿಸ್ಟೆಂಟ್ ಟ್ರಾಫಿಕ್ ಕಂಟ್ರೋಲರ್ ಮತ್ತು ಗೋಕುಲಂ ನಿವಾಸಿ ಎಂ.ಬಿ. ಸತ್ಯನಾರಾಯಣ (70) ಮಂಗಳವಾರ ಬೆಳಗ್ಗೆ ನಿಧನರಾದರು. ಮೃತರು ಪತ್ನಿ, ಇಬ್ಬರು ಪುತ್ರಿಯರು ಸೇರಿದಂತೆ ಅಪಾರ ಬಂಧು ಬಳಗವನ್ನು ಅಗಲಿದ್ದಾರೆ. ಅಂತ್ಯಕ್ರಿಯೆ ಗೋಕುಲಂನ ಚಿರಶಾಂತಿಧಾಮದಲ್ಲಿ ನೆರವೇರಿತು ಎಂದು ಕುಟುಂಬದ ಮೂಲಗಳು ತಿಳಿಸಿವೆ. xyxy=(58,1207,233,1251)
certificate xyxy=(122,846,160,872)
event-item: ■ ಜೆಎಸ್‌ಎಸ್ ಆಯುರ್ವೇದ ಆಸ್ಪತ್ರೆ : ಬೆಳಗ್ಗೆ 6.30 ರಿಂದ ದೇಹ–ಮನಸ್ಸುಗಳ ಆರೋಗ್ಯಕ್ಕಾಗಿ ಯೋಗಾಭ್ಯಾಸ ತರಗತಿ, ಬೆಳಗ್ಗೆ 9 ರಿಂದ ಲಕ್ವ, ಪ್ಯಾರಲಿಸಿಸ್‌ಗೆ ಚಿಕಿತ್ಸಾ ಶಿಬಿರ, ಮಧುಮೇಹ ರೋಗಿಗಳಿಗೆ ಚಿಕಿತ್ಸಾ ಶಿಬಿರ, ಸ್ಥಳ : ಜೆಎಸ್‌ಎಸ್ ಆಯುರ್ವೇದ ಆಸ್ಪತ್ರೆ, ಲಲಿತಾದ್ರಿಪುರ ರಸ್ತೆ, ಆಲನಹಳ್ಳಿ. xyxy=(303,1121,590,1138)
section-rule xyxy=(58,480,288,481)
mahouts-sidebar xyxy=(777,142,925,542)
lead-kicker: ದಸರಾ ಮಹೋತ್ಸವದಲ್ಲಿ ಅಕ್ರಮ, ಅವ್ಯವಸ್ಥೆಗೆ ಆಕ್ರೋಶ xyxy=(496,80,729,96)
palace-tower xyxy=(431,1675,459,1715)
section-rule xyxy=(594,702,925,703)
panchanga-details: 8.10.2025 ಬುಧವಾರ, ಮಳೆ ನಕ್ಷತ್ರ: ಹಸ್ತ 27.09.2025 ರಿಂದ 10.10.2025 ವಿಶ್ವಾವಸು ನಾಮ ಸಂವತ್ಸರ, ದಕ್ಷಿಣಾಯನ, ಶರದ್ ಋತು, ಆಶ್ವಿನ ಮಾಸ, ಕೃಷ್ಣ ಪಕ್ಷ, ತಿಥಿ: ಪಾಡ್ಯ, ನಕ್ಷತ್ರ: ಅಶ್ವಿನಿ, ರಾಹುಕಾಲ: ಮಧ್ಯಾಹ್ನ 12 ರಿಂದ 1.30 ರವರೆಗೆ xyxy=(354,1083,539,1110)
black-mark-icon xyxy=(105,1376,114,1385)
yellow-mark-icon xyxy=(868,1377,877,1386)
dome-icon xyxy=(309,1695,323,1709)
film-kicker: 'ದೊಡ್ಡಹಟ್ಟಿ ಬೋರೇಗೌಡ' ಚಿತ್ರಕ್ಕೆ ಅತ್ಯುತ್ತಮ ಚಲನಚಿತ್ರ ಪ್ರಶಸ್ತಿ xyxy=(338,553,539,564)
obituary-photo-2 xyxy=(58,1660,111,1728)
section-rule xyxy=(58,996,288,997)
column-divider xyxy=(588,552,589,894)
vishnu-headline: ನಾಳೆ ಮೈಸೂರಲ್ಲಿ ಡಾ.ವಿಷ್ಣುವರ್ಧನ್ ಚಿತ್ರಗೀತೆಗಳ ಗಾಯನ ಕಾರ್ಯಕ್ರಮ xyxy=(89,484,257,518)
film-caption: ಮೈಸೂರು ಜಿಲ್ಲಾ ಪತ್ರಕರ್ತರ ಭವನದಲ್ಲಿ ರಾಜ್ಯ ಸರ್ಕಾರಕ್ಕೆ ಕೃತಜ್ಞತೆ ಸಲ್ಲಿಸಿದ 'ದೊಡ್ಡಹಟ್ಟಿ ಬೋರೇಗೌಡ' ಚಿತ್ರತಂಡ. xyxy=(331,695,547,702)
magenta-mark-icon xyxy=(853,1377,862,1386)
caption-rule xyxy=(58,265,167,266)
today-title-bar xyxy=(298,899,924,923)
caption-rule xyxy=(428,371,760,372)
palace-arches xyxy=(323,1752,573,1768)
daily-row: ಮ. 1, 4 ಮತ್ತು ಸಂಜೆ 7 : ಜೆಮಿನಿ ಸರ್ಕಸ್, ಹಾರ್ಸ್ ಪಾರ್ಕ್ ಮೈದಾನ, ಕಾರಂಜಿ ಕೆರೆ ಸಮೀಪ (3 ಪ್ರದರ್ಶನ) xyxy=(602,1298,867,1306)
yoga-headline: ರಾಷ್ಟ್ರ ಮಟ್ಟದ ಯೋಗ ಸ್ಪರ್ಧೆಗೆ ಆಯ್ಕೆ xyxy=(58,643,225,659)
lead-headline: ಮೈಸೂರು ಕನ್ನಡ ವೇದಿಕೆ ಕಾರ್ಯಕರ್ತರ ಪ್ರತಿಭಟನೆ xyxy=(391,98,829,129)
panchanga-title: ಇಂದಿನ ಪಂಚಾಂಗ xyxy=(419,1069,474,1080)
engineers-caption: ಮೈಸೂರಿನ ಖಾಸಗಿ ಹೋಟೆಲ್‌ನಲ್ಲಿ ಲಯನ್ಸ್ ಕ್ಲಬ್ ಆಫ್ ಮೈಸೂರು ಗಂಗೋತ್ರಿ ಸಂಸ್ಥೆ ವತಿಯಿಂದ ಶಿಕ್ಷಕರ ಹಾಗೂ ಅಭಿಯಂತರರ ದಿನಾಚರಣೆ ಪ್ರಯುಕ್ತ ಇಂಜಿನಿಯರ್ ಸಾರಂಗಪಾಣಿ, ಉಪಾಧ್ಯಾಯರಾದ ಬೋರೇಗೌಡ, ರಾಮೇಗೌಡ, ರಾಮಪ್ರಸಾದ್ ಅವರನ್ನು ಸನ್ಮಾನಿಸಲಾಯಿತು. ಈ ವೇಳೆ ಕ್ಲಬ್ ಅಧ್ಯಕ್ಷೆ ಚಂದ್ರಕಲಾ ರಮೇಶ್, ಕಾರ್ಯದರ್ಶಿ ಅನುರಾಧ ನಂದೀಶ್, ಖಜಾಂಚಿ ಜೋಯಮ್ಮ ಕಾರ್ಯಪ್ಪ, ಸತೀಶ್, ಗಾಯಿತ್ರಿ ಜಗದೀಶ್ ಹಾಗೂ ಸಂಸ್ಥೆಯ ಸದಸ್ಯರು ಉಪಸ್ಥಿತರಿದ್ದರು. xyxy=(62,929,284,973)
samantha-photo xyxy=(58,130,167,252)
mahouts-headline: ಮಾವುತರು, ಕಾವಾಡಿಗಳ ಬ್ಯಾಂಕ್ ಖಾತೆಗೆ ಗೌರವ ಧನ ಜಮಾ xyxy=(790,146,912,175)
section-rule xyxy=(296,550,776,551)
yellow-mark-icon xyxy=(479,1377,488,1386)
portrait-hair xyxy=(91,132,131,148)
portrait-saree xyxy=(76,178,148,252)
panchanga-title-bar xyxy=(303,1062,590,1080)
seminar-body: ಮೈಸೂರು,ಅ.7–ಮೈಸೂರಿನ ಶ್ರೀ ಧರ್ಮಸ್ಥಳ ಇನ್‌ಸ್ಟಿಟ್ಯೂಟ್ ಆಫ್ ಮ್ಯಾನೇಜ್‌ಮೆಂಟ್‌ನಲ್ಲಿ ಎಮರ್ಜಿಂಗ್ ಟ್ರೆಂಡ್ಸ್ ಇನ್ ಕಾರ್ಪೊರೇಟ್ ಫೈನಾನ್ಸ್ ಅಂಡ್ ಫೈನಾನ್ಶಿಯಲ್ ಮಾರ್ಕೆಟಿಂಗ್ ವಿಷಯ ಕುರಿತು ಅ.17 ಮತ್ತು 18ರಂದು ಅಂತರರಾಷ್ಟ್ರೀಯ ವಿಚಾರ ಸಂಕಿರಣ ಆಯೋಜಿಸಲಾಗಿದೆ. ಮುಂಬೈಯಿಯ ಎನ್‌ಎಸ್‌ಇ ಲಿ.ನ ಮುಖ್ಯ ಆರ್ಥಿಕ ತಜ್ಞ ಡಾ.ತೀರ್ಥಂಕರ್ ಪಟ್ನಾಯಕ್ ವಿಚಾರ ಸಂಕಿರಣ ಉದ್ಘಾಟಿಸಿ ಪ್ರಧಾನ ದಿಕ್ಸೂಚಿ ಭಾಷಣ ಮಾಡಲಿದ್ದಾರೆ. ಎಸ್‌ಡಿಎಂ–ಐಎಮ್‌ಡಿ ನಿರ್ದೇಶಕ (ಲೆಫ್ಟಿನೆಂಟ್ ಕರ್ನಲ್) ಡಾ.ಪ್ರಸಾದ್ ಎಸ್.ಎನ್. ಉಪಸ್ಥಿತರಿರುವರು. ಸಮಾರೋಪ ಸಮಾರಂಭ ಅ.18ರಂದು ನಡೆಯಲಿದ್ದು, ಬೆಂಗಳೂರಿನ ಹಿಡಬ್ಲ್ಯೂಸಿಯ ಮ್ಯಾನೇಜಿಂಗ್ ಡೈರೆಕ್ಟರ್ (ಡೀಲ್ಸ್) ರಾಮಕೃಷ್ಣ ಸುಬ್ರಹ್ಮಣ್ಯನ್ ಸಮಾರೋಪ ಭಾಷಣ ಮಾಡಲಿದ್ದಾರೆ. xyxy=(594,593,925,637)
film-body-col2: ನಾಗಿ ಕಾವ್ಯ ಚಿತ್ರರಂಗ ಪ್ರವೇಶಿಸಿದ್ದು, ತಲ್ಲೆ ವಿಲೇಜ್, ಜನಸ್ನಾನ್ ಚಿತ್ರಗಳನ್ನು ನಿರ್ದೇಶಿಸಿದ್ದು, ದೊಡ್ಡಹಟ್ಟಿ ಬೋರೇಗೌಡ ಮೂರನೇ ಚಿತ್ರವಾಗಿದೆ. ಈ ಚಿತ್ರ ಕೇವಲ 50 ಲಕ್ಷ ರೂ.ಗಳಲ್ಲಿ ನಿರ್ಮಾಣವಾಗಿದೆ. ದೊಡ್ಡ ದೊಡ್ಡ ಸ್ಟಾರ್ ನಟ, ನಟಿಯರು ಇಲ್ಲದೇ ರಂಗಭೂಮಿ ಪ್ರತಿಭೆಗಳನ್ನು ಬಳಸಿಕೊಂಡು ಹಾಸನ ಜಿಲ್ಲೆ ಹೊರವಲಯದ ಗಡ್ಡಿಗೆ ಭಾಗದಲ್ಲಿ ಸಂಪೂರ್ಣ ಚಿತ್ರೀಕರಣವಾಗಿದೆ. ಇದಕ್ಕಾಗಿ ಒಂದು ಮನೆಯನ್ನೇ ನಿರ್ಮಿಸಲಾಯಿತು. ಸರ್ಕಾರದಿಂದ ಹಣ ಪಡೆಯಲು ಮಾಡಿಕೊಳ್ಳಲು ವ್ಯಕ್ತಿಯೊಬ್ಬ ಪರದಾಡುವ ಕಥೆಯ ಚಿತ್ರ ಇದಾಗಿದೆ. ಈಗಾಗಲೇ ಚಿತ್ರ ಯುಟ್ಯೂಬ್‌ನಲ್ಲಿ ಲಭ್ಯವಿದೆ. ಎಲ್ಲರೂ ಉಚಿತವಾಗಿ xyxy=(393,707,485,834)
color-registration-marks xyxy=(449,1377,503,1386)
event-item: ■ ಗಾನ–ನಾದಶ ಶ್ರೀ ಅನಂತೇಶ್ವರ ಟ್ರಸ್ಟ್ : ಸಂಜೆ 4.30ಕ್ಕೆ ಕರ್ನಾಟಕ ರತ್ನ ಡಾ. ವಿಷ್ಣುವರ್ಧನ್‌ರವರ 75ನೇ ಹುಟ್ಟುಹಬ್ಬದ ಪ್ರಯುಕ್ತ ಮರೆಯದ ಮಾಣಿಕ್ಯ ಡಾ. ವಿಷ್ಣು ನೆನಪು ಸಂಗೀತ ಸಂಜೆ ಕಾರ್ಯಕ್ರಮ, ಉದ್ಘಾಟನೆ : ಕನ್ನಡ ಮತ್ತು ಸಂಸ್ಕೃತಿ ಇಲಾಖೆ ಜಂಟಿ ನಿರ್ದೇಶಕ ಮಲ್ಲಿಕಾರ್ಜುನಸ್ವಾಮಿ, ಅಧ್ಯಕ್ಷತೆ: ಶ್ರೀ ಅನಂತೇಶ್ವರ ಟ್ರಸ್ಟ್‌ನ ಅಧ್ಯಕ್ಷ ಡಾ. ನಾಗರಾಜ ಎ. ವೈ.ರಿ; ಸಂಜೆ 6.30ಕ್ಕೆ ವೇದಿಕೆ ಕಾರ್ಯಕ್ರಮ, ಮುಖ್ಯ ಅತಿಥಿಗಳು : ಹಿರಿಯ ಪತ್ರಕರ್ತ ಅಂಶಿ ಪ್ರಸನ್ನಕುಮಾರ್, ಜಿಲ್ಲಾ ಕಸಾಪ ಅಧ್ಯಕ್ಷ ಮಡ್ಡಿಕೆರೆ ಗೋಪಾಲ್, ಆಲಿಯನ್ಸ್ ಕ್ಲಬ್ ಆಫ್ ಮೈಸೂರು ಜಿಲ್ಲಾ ರಾಜ್ಯಪಾಲ ಡಾ. ಎನ್.ವೆಂಕಟೇಶ್, ಸಂಸ್ಕೃತಿ ಚಿಂತಕ ಡಾ. ರಘುರಾಮ್ ವಾಜಪೇಯಿ, ಜಿಲ್ಲಾ ಕಸಾಪ ಮಾಜಿ ಅಧ್ಯಕ್ಷ ಡಾ. ವೈ.ಡಿ. ರಾಜಣ್ಣ, ಕವಿ xyxy=(303,1213,590,1257)
page-label: ಪುಟ xyxy=(62,61,73,69)
sakhi-body-col2: ಚಿತ್ರಗೀತೆಗಳನ್ನು ಮಾತ್ರವೇ ಹಾಡುವುದು. ಎಲ್ಲಾ ಸ್ಪರ್ಧೆಗಳು ಅಂದು ಅಪರಾಹ್ನ 2.30ರಿಂದ 5.30ರವರೆಗೆ ರಾಮಕೃಷ್ಣ ನಗರದ ಜಯಲಕ್ಷ್ಮೀದೇವಿ ಕಾಲೇಜಿನ ಆವರಣದಲ್ಲಿ ನಡೆಯಲಿದೆ. ಸಂಜೆ 4 ಗಂಟೆಗೆ ಬಹುಮಾನ ವಿತರಣೆ ಸಮಾರಂಭವಿದ್ದು, ಜಯಶಾಲಿಯಾದ ಸ್ಪರ್ಧಿಗಳು ಸೀರೆಯನ್ನು ಬಹುಮಾನವಾಗಿ ಪಡೆಯಲಿದ್ದಾರೆ. ಅ.14ರೊಳಗೆ ಆಸಕ್ತರು ನೋಂದಾಯಿಸಿಕೊಳ್ಳಬಹುದಾಗಿದೆ. ಸ್ಥಳದಲ್ಲಿ ನೋಂದಾವಣೆ ಇರುವುದಿಲ್ಲ. ಹೆಚ್ಚಿನ ಮಾಹಿತಿಗೆ ನೋಂದಾವಣೆಗಾಗಿ 8310306882, 9964790442 ಸಂಪರ್ಕಿಸಬಹುದು. xyxy=(776,731,894,821)
magenta-mark-icon xyxy=(464,1377,473,1386)
engineers-headline: ಅಭಿಯಂತರರ ದಿನಾಚರಣೆ... xyxy=(121,822,225,835)
